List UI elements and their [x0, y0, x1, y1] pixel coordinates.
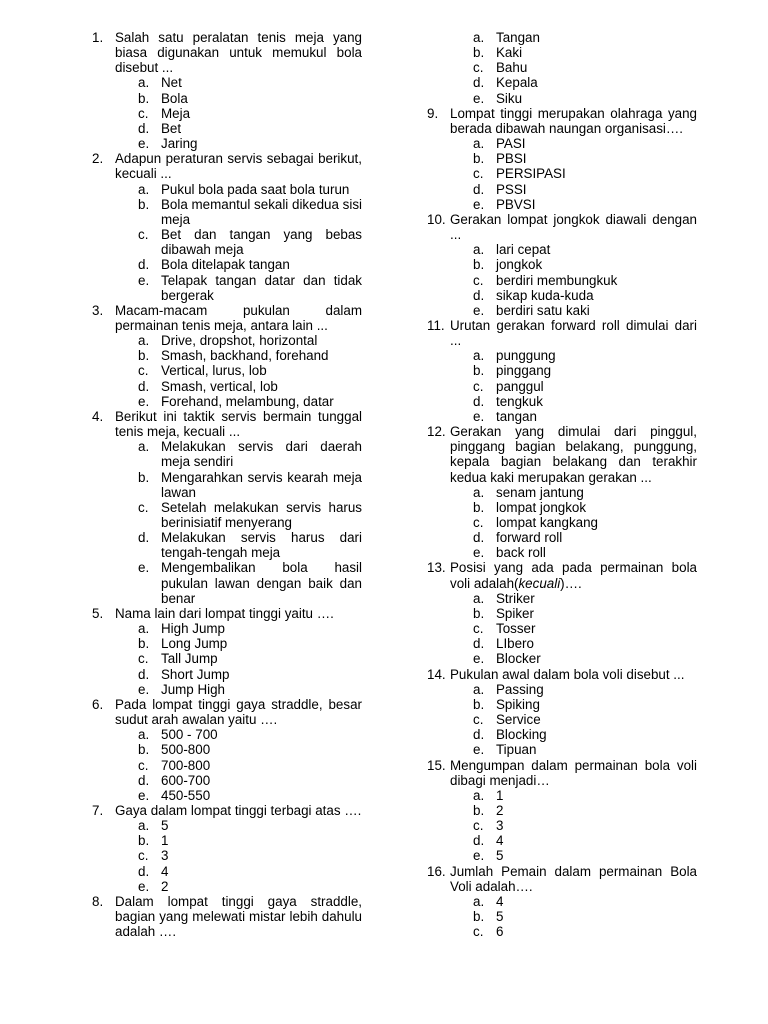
option	[427, 166, 697, 181]
option-label: c.	[138, 757, 149, 773]
question-13	[427, 560, 697, 666]
option-text: Forehand, melambung, datar	[161, 393, 334, 409]
option-text: Spiking	[496, 696, 540, 712]
option-text: 3	[496, 818, 504, 834]
option-text: pinggang	[496, 363, 552, 379]
option-text: Kaki	[496, 45, 523, 61]
option	[427, 591, 697, 606]
question-number: 7.	[92, 802, 104, 818]
option-text: Telapak tangan datar dan tidak bergerak	[161, 272, 362, 303]
option-label: e.	[138, 681, 150, 697]
option-label: d.	[473, 287, 485, 303]
option-text: Blocker	[496, 651, 541, 667]
question-number: 15.	[427, 757, 446, 773]
option	[427, 712, 697, 727]
option	[427, 803, 697, 818]
option-text: Passing	[496, 681, 544, 697]
option-label: c.	[473, 272, 484, 288]
option	[92, 75, 362, 90]
option	[92, 636, 362, 651]
option	[427, 75, 697, 90]
option	[427, 621, 697, 636]
option	[427, 727, 697, 742]
option-label: b.	[473, 363, 485, 379]
option	[427, 136, 697, 151]
question-text: Lompat tinggi merupakan olahraga yang berada dibawah naungan organisasi….	[450, 105, 697, 136]
option-text: Smash, backhand, forehand	[161, 348, 329, 364]
option	[427, 303, 697, 318]
option-text: Bahu	[496, 60, 528, 76]
question-number: 3.	[92, 302, 104, 318]
option	[92, 106, 362, 121]
option	[92, 363, 362, 378]
option-label: e.	[138, 878, 150, 894]
question-text: Jumlah Pemain dalam permainan Bola Voli adalah….	[450, 863, 697, 894]
option-label: b.	[473, 802, 485, 818]
option	[92, 439, 362, 469]
option-text: Drive, dropshot, horizontal	[161, 333, 318, 349]
option	[92, 758, 362, 773]
option-label: b.	[138, 469, 150, 485]
option-label: b.	[473, 257, 485, 273]
option-label: b.	[138, 833, 150, 849]
question-text: Adapun peraturan servis sebagai berikut, kecuali ...	[115, 151, 362, 182]
option-text: Tipuan	[496, 742, 537, 758]
question-14	[427, 667, 697, 758]
option-text: Net	[161, 75, 182, 91]
option-label: d.	[138, 378, 150, 394]
option-label: b.	[138, 742, 150, 758]
option-text: berdiri satu kaki	[496, 302, 590, 318]
question-12	[427, 424, 697, 560]
option-text: 1	[496, 787, 504, 803]
option	[427, 30, 697, 45]
option-text: Meja	[161, 105, 191, 121]
question-number: 16.	[427, 863, 446, 879]
question-text: Dalam lompat tinggi gaya straddle, bagian yang melewati mistar lebih dahulu adalah ….	[115, 893, 362, 940]
question-16	[427, 864, 697, 940]
option	[92, 348, 362, 363]
option-label: a.	[138, 818, 150, 834]
option-text: Tosser	[496, 621, 536, 637]
option-label: a.	[138, 439, 150, 455]
option-text: Blocking	[496, 727, 547, 743]
question-number: 11.	[427, 317, 445, 333]
option	[427, 60, 697, 75]
option	[427, 91, 697, 106]
option	[427, 45, 697, 60]
option-text: PBSI	[496, 151, 527, 167]
option	[427, 697, 697, 712]
option	[92, 470, 362, 500]
option-label: d.	[473, 727, 485, 743]
option-text: senam jantung	[496, 484, 584, 500]
option-text: 500-800	[161, 742, 211, 758]
option-text: panggul	[496, 378, 544, 394]
question-9	[427, 106, 697, 212]
option-label: e.	[138, 787, 150, 803]
question-6	[92, 697, 362, 803]
option-text: 3	[161, 848, 169, 864]
option-label: b.	[473, 909, 485, 925]
option-label: d.	[138, 863, 150, 879]
option-text: Service	[496, 712, 541, 728]
option-text: jongkok	[496, 257, 543, 273]
question-3	[92, 303, 362, 409]
option-label: a.	[473, 484, 485, 500]
question-8	[92, 894, 362, 939]
option	[427, 273, 697, 288]
option-label: d.	[473, 636, 485, 652]
question-4	[92, 409, 362, 606]
question-number: 8.	[92, 893, 104, 909]
option-label: e.	[473, 742, 485, 758]
option-label: e.	[473, 90, 485, 106]
question-15	[427, 758, 697, 864]
option-text: 5	[496, 848, 504, 864]
option-label: a.	[473, 893, 485, 909]
option	[427, 924, 697, 939]
option-label: d.	[473, 75, 485, 91]
option	[427, 742, 697, 757]
option-label: e.	[473, 545, 485, 561]
option-label: e.	[138, 272, 150, 288]
option-text: 500 - 700	[161, 727, 218, 743]
option-label: a.	[138, 727, 150, 743]
option	[92, 182, 362, 197]
option-text: Melakukan servis dari daerah meja sendiri	[161, 439, 362, 470]
option	[92, 667, 362, 682]
option-label: c.	[473, 712, 484, 728]
option-label: d.	[473, 530, 485, 546]
question-2	[92, 151, 362, 303]
option	[427, 379, 697, 394]
option-label: d.	[138, 257, 150, 273]
option-label: b.	[473, 696, 485, 712]
option-text: Smash, vertical, lob	[161, 378, 278, 394]
option-text: LIbero	[496, 636, 534, 652]
option-text: 450-550	[161, 787, 211, 803]
question-number: 2.	[92, 151, 104, 167]
option-label: b.	[473, 499, 485, 515]
option-label: d.	[138, 530, 150, 546]
question-text: Urutan gerakan forward roll dimulai dari ...	[450, 317, 697, 349]
option	[427, 182, 697, 197]
option-label: d.	[473, 393, 485, 409]
option-label: e.	[473, 651, 485, 667]
question-text: Posisi yang ada pada permainan bola voli adalah(kecuali)….	[450, 560, 697, 591]
option-text: lari cepat	[496, 242, 551, 258]
option-label: c.	[473, 515, 484, 530]
option-label: a.	[138, 621, 150, 637]
option-label: e.	[138, 393, 150, 409]
option-label: e.	[473, 408, 485, 424]
option-text: tangan	[496, 408, 537, 424]
option-label: c.	[138, 105, 149, 121]
option-label: b.	[138, 348, 150, 364]
option-label: a.	[473, 681, 485, 697]
option	[92, 788, 362, 803]
option	[427, 651, 697, 666]
option-text: Long Jump	[161, 636, 228, 652]
question-text: Gerakan yang dimulai dari pinggul, pinggang bagian belakang, punggung, kepala bagian belakang dan terakhir kedua kaki merupakan gerakan ...	[450, 424, 697, 485]
option-text: 6	[496, 924, 504, 940]
question-number: 9.	[427, 105, 439, 121]
option-label: e.	[473, 302, 485, 318]
option-text: 2	[161, 878, 169, 894]
question-7	[92, 803, 362, 894]
option	[427, 242, 697, 257]
option-label: b.	[138, 90, 150, 106]
option	[92, 742, 362, 757]
option	[427, 197, 697, 212]
question-text: Pukulan awal dalam bola voli disebut ...	[450, 666, 685, 682]
option-text: berdiri membungkuk	[496, 272, 618, 288]
option	[92, 500, 362, 530]
option	[427, 894, 697, 909]
option	[92, 773, 362, 788]
option-text: sikap kuda-kuda	[496, 287, 594, 303]
question-11	[427, 318, 697, 424]
option	[427, 530, 697, 545]
option	[427, 682, 697, 697]
option-text: PERSIPASI	[496, 166, 566, 182]
option-label: c.	[473, 378, 484, 394]
option-text: Tall Jump	[161, 651, 218, 667]
option	[427, 257, 697, 272]
option-text: Bola	[161, 90, 188, 106]
option-label: b.	[473, 45, 485, 61]
option	[92, 727, 362, 742]
option	[92, 379, 362, 394]
emphasis-text: kecuali	[518, 575, 561, 591]
option-text: Mengarahkan servis kearah meja lawan	[161, 469, 362, 500]
option	[427, 500, 697, 515]
option-label: a.	[473, 30, 485, 45]
question-text: Berikut ini taktik servis bermain tunggal tenis meja, kecuali ...	[115, 408, 362, 440]
option-label: a.	[473, 590, 485, 606]
option-text: 4	[496, 833, 504, 849]
option	[92, 394, 362, 409]
option-label: b.	[138, 196, 150, 212]
option	[92, 257, 362, 272]
option-text: forward roll	[496, 530, 563, 546]
option-text: 4	[161, 863, 169, 879]
option-label: a.	[473, 348, 485, 364]
option-label: e.	[473, 848, 485, 864]
option-text: tengkuk	[496, 393, 543, 409]
option	[427, 485, 697, 500]
option-label: d.	[138, 120, 150, 136]
option-text: PBVSI	[496, 196, 536, 212]
option	[92, 121, 362, 136]
question-8-options	[427, 30, 697, 106]
option-label: b.	[138, 636, 150, 652]
option-text: Vertical, lurus, lob	[161, 363, 267, 379]
option-label: e.	[138, 560, 150, 576]
option-label: a.	[138, 75, 150, 91]
option	[427, 151, 697, 166]
option-label: b.	[473, 605, 485, 621]
option	[92, 879, 362, 894]
option	[92, 682, 362, 697]
option	[92, 197, 362, 227]
option-label: c.	[138, 499, 149, 515]
option-text: Melakukan servis harus dari tengah-tengah meja	[161, 530, 362, 561]
option-text: lompat jongkok	[496, 499, 587, 515]
option-text: Short Jump	[161, 666, 230, 682]
question-text: Pada lompat tinggi gaya straddle, besar sudut arah awalan yaitu ….	[115, 696, 362, 728]
option-label: c.	[473, 60, 484, 76]
option	[92, 833, 362, 848]
question-text: Salah satu peralatan tenis meja yang biasa digunakan untuk memukul bola disebut ...	[115, 30, 362, 76]
option	[427, 288, 697, 303]
option-text: Setelah melakukan servis harus berinisiatif menyerang	[161, 499, 362, 530]
option-text: Pukul bola pada saat bola turun	[161, 181, 350, 197]
option	[92, 136, 362, 151]
option-text: Kepala	[496, 75, 538, 91]
option	[427, 394, 697, 409]
option-text: Jaring	[161, 136, 198, 152]
option-text: PSSI	[496, 181, 527, 197]
question-text: Macam-macam pukulan dalam permainan tenis meja, antara lain ...	[115, 302, 362, 333]
question-text: Gerakan lompat jongkok diawali dengan ...	[450, 211, 697, 243]
option-text: 1	[161, 833, 169, 849]
option-label: c.	[473, 818, 484, 834]
option	[427, 833, 697, 848]
option	[427, 409, 697, 424]
option	[92, 227, 362, 257]
option-text: lompat kangkang	[496, 515, 598, 530]
option-text: Spiker	[496, 605, 534, 621]
question-5	[92, 606, 362, 697]
option	[427, 788, 697, 803]
option-text: 700-800	[161, 757, 211, 773]
column-left	[92, 30, 362, 939]
option-text: 4	[496, 893, 504, 909]
question-number: 6.	[92, 696, 104, 712]
option	[92, 621, 362, 636]
option	[92, 864, 362, 879]
option-label: c.	[473, 924, 484, 940]
option-text: Tangan	[496, 30, 540, 45]
option-text: Striker	[496, 590, 535, 606]
option	[427, 545, 697, 560]
option-label: a.	[473, 787, 485, 803]
option-label: e.	[138, 136, 150, 152]
option-text: PASI	[496, 136, 526, 152]
question-text: Mengumpan dalam permainan bola voli dibagi menjadi…	[450, 757, 697, 788]
question-number: 4.	[92, 408, 104, 424]
option-text: Siku	[496, 90, 523, 106]
option-label: d.	[138, 772, 150, 788]
option	[427, 909, 697, 924]
option	[427, 848, 697, 863]
option-label: c.	[473, 621, 484, 637]
option	[92, 818, 362, 833]
option-text: Bola memantul sekali dikedua sisi meja	[161, 196, 362, 227]
question-number: 5.	[92, 605, 104, 621]
option-text: 5	[161, 818, 169, 834]
option	[92, 651, 362, 666]
option-label: a.	[138, 333, 150, 349]
option-label: c.	[138, 227, 149, 243]
option-label: c.	[138, 651, 149, 667]
option-text: Bola ditelapak tangan	[161, 257, 290, 273]
option-label: d.	[473, 833, 485, 849]
option-label: a.	[473, 242, 485, 258]
option	[427, 636, 697, 651]
question-text: Nama lain dari lompat tinggi yaitu ….	[115, 605, 334, 621]
option	[92, 560, 362, 605]
question-text: Gaya dalam lompat tinggi terbagi atas ….	[115, 802, 362, 818]
question-number: 12.	[427, 424, 446, 440]
question-number: 13.	[427, 560, 446, 576]
option-text: 2	[496, 802, 504, 818]
option-label: a.	[473, 136, 485, 152]
option	[92, 848, 362, 863]
option	[427, 363, 697, 378]
option-text: 600-700	[161, 772, 211, 788]
option-text: back roll	[496, 545, 546, 561]
option-text: 5	[496, 909, 504, 925]
option	[427, 606, 697, 621]
option	[427, 818, 697, 833]
option	[92, 91, 362, 106]
option	[427, 515, 697, 530]
option-label: b.	[473, 151, 485, 167]
option-text: Jump High	[161, 681, 226, 697]
option-text: Mengembalikan bola hasil pukulan lawan dengan baik dan benar	[161, 560, 362, 606]
question-number: 1.	[92, 30, 104, 45]
option-label: c.	[138, 848, 149, 864]
option-text: High Jump	[161, 621, 226, 637]
option	[92, 530, 362, 560]
option-text: Bet	[161, 120, 182, 136]
question-10	[427, 212, 697, 318]
option-label: a.	[138, 181, 150, 197]
option	[427, 348, 697, 363]
column-right	[427, 30, 697, 939]
option-text: Bet dan tangan yang bebas dibawah meja	[161, 227, 362, 258]
question-number: 14.	[427, 666, 446, 682]
option-label: e.	[473, 196, 485, 212]
option-text: punggung	[496, 348, 556, 364]
option-label: c.	[138, 363, 149, 379]
question-number: 10.	[427, 211, 446, 227]
option-label: d.	[138, 666, 150, 682]
question-1	[92, 30, 362, 151]
option-label: d.	[473, 181, 485, 197]
option-label: c.	[473, 166, 484, 182]
option	[92, 333, 362, 348]
option	[92, 273, 362, 303]
